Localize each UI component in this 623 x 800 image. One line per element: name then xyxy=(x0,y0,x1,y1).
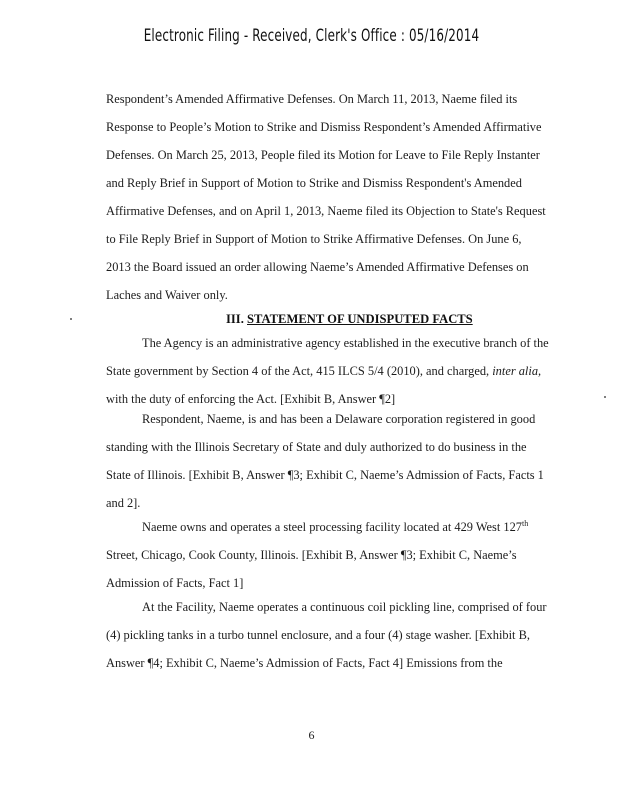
body-line xyxy=(106,364,541,379)
body-line: Laches and Waiver only. xyxy=(106,288,228,302)
body-line: Answer ¶4; Exhibit C, Naeme’s Admission of Facts, Fact 4] Emissions from the xyxy=(106,656,503,670)
body-text: State government by Section 4 of the Act, 415 ILCS 5/4 (2010), and charged, xyxy=(106,364,490,378)
body-line: Affirmative Defenses, and on April 1, 2013, Naeme filed its Objection to State's Request xyxy=(106,204,546,218)
body-text: Naeme owns and operates a steel processing facility located at 429 West 127 xyxy=(142,520,523,534)
body-line: Defenses. On March 25, 2013, People filed its Motion for Leave to File Reply Instanter xyxy=(106,148,540,162)
section-heading xyxy=(226,312,473,327)
body-line: Street, Chicago, Cook County, Illinois. [Exhibit B, Answer ¶3; Exhibit C, Naeme’s xyxy=(106,548,517,562)
body-line: 2013 the Board issued an order allowing Naeme’s Amended Affirmative Defenses on xyxy=(106,260,529,274)
scan-speck xyxy=(70,318,72,320)
body-line: At the Facility, Naeme operates a continuous coil pickling line, comprised of four xyxy=(142,600,547,614)
ordinal-suffix: th xyxy=(522,518,529,528)
scan-speck xyxy=(604,396,606,398)
filing-stamp-header: Electronic Filing - Received, Clerk's Office : 05/16/2014 xyxy=(143,26,480,46)
body-line: Respondent’s Amended Affirmative Defenses. On March 11, 2013, Naeme filed its xyxy=(106,92,518,106)
body-line: (4) pickling tanks in a turbo tunnel enclosure, and a four (4) stage washer. [Exhibit B, xyxy=(106,628,530,642)
body-line: to File Reply Brief in Support of Motion to Strike Affirmative Defenses. On June 6, xyxy=(106,232,522,246)
section-title: STATEMENT OF UNDISPUTED FACTS xyxy=(247,312,473,326)
body-line: Response to People’s Motion to Strike and Dismiss Respondent’s Amended Affirmative xyxy=(106,120,542,134)
body-line: The Agency is an administrative agency established in the executive branch of the xyxy=(142,336,549,350)
page-number: 6 xyxy=(308,728,315,742)
body-line: State of Illinois. [Exhibit B, Answer ¶3; Exhibit C, Naeme’s Admission of Facts, Facts 1 xyxy=(106,468,544,482)
body-line: with the duty of enforcing the Act. [Exhibit B, Answer ¶2] xyxy=(106,392,396,406)
body-line: standing with the Illinois Secretary of State and duly authorized to do business in the xyxy=(106,440,527,454)
body-line: Admission of Facts, Fact 1] xyxy=(106,576,244,590)
body-line xyxy=(142,520,528,535)
body-line: and 2]. xyxy=(106,496,141,510)
body-line: Respondent, Naeme, is and has been a Delaware corporation registered in good xyxy=(142,412,536,426)
body-line: and Reply Brief in Support of Motion to Strike and Dismiss Respondent's Amended xyxy=(106,176,522,190)
section-number: III. xyxy=(226,312,244,326)
italic-text: inter alia, xyxy=(492,364,542,378)
